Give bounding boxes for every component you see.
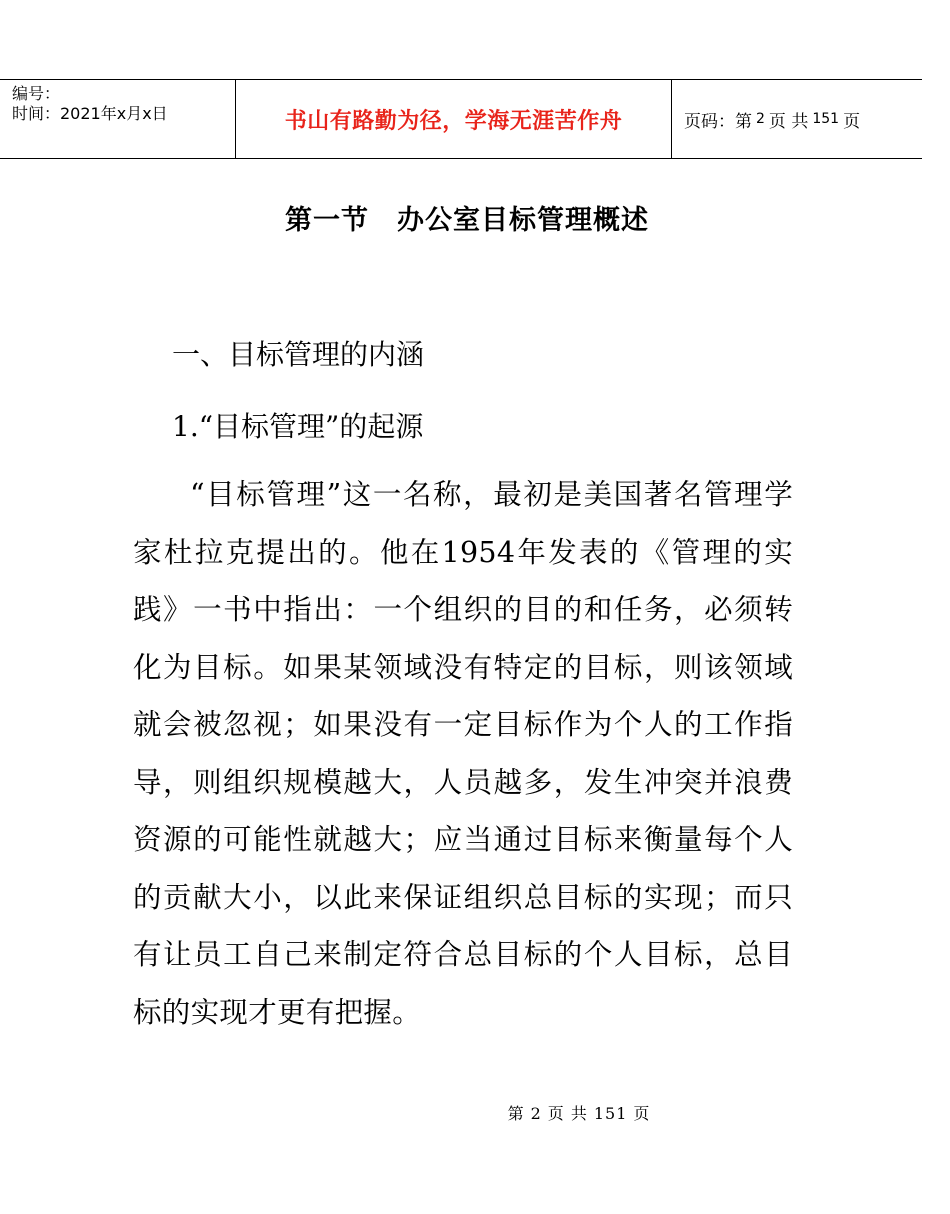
page-prefix: 页码：第 — [684, 111, 752, 132]
heading-level-2: 1.“目标管理”的起源 — [172, 410, 424, 443]
footer-total: 151 — [593, 1104, 628, 1123]
heading-level-1: 一、目标管理的内涵 — [172, 338, 425, 371]
footer-suffix: 页 — [633, 1104, 651, 1123]
page-current: 2 — [756, 111, 765, 127]
section-number: 第一节 — [285, 205, 369, 236]
footer-current: 2 — [530, 1104, 542, 1123]
header-page-cell — [672, 80, 922, 158]
footer-prefix: 第 — [507, 1104, 525, 1123]
section-name: 办公室目标管理概述 — [397, 205, 649, 236]
document-header-table — [0, 79, 922, 159]
page-suffix: 页 — [843, 111, 861, 132]
body-paragraph: “目标管理”这一名称，最初是美国著名管理学家杜拉克提出的。他在1954年发表的《管理的实践》一书中指出：一个组织的目的和任务，必须转化为目标。如果某领域没有特定的目标，则该领域就会被忽视；如果没有一定目标作为个人的工作指导，则组织规模越大，人员越多，发生冲突并浪费资源的可能性就越大；应当通过目标来衡量每个人的贡献大小，以此来保证组织总目标的实现；而只有让员工自己来制定符合总目标的个人目标，总目标的实现才更有把握。 — [133, 478, 793, 1029]
page-mid: 页 共 — [768, 111, 809, 132]
serial-number-label: 编号： — [12, 84, 61, 103]
motto-text: 书山有路勤为径，学海无涯苦作舟 — [284, 108, 623, 134]
section-title — [6, 198, 928, 237]
header-motto-cell — [236, 80, 672, 158]
footer-mid: 页 共 — [547, 1104, 588, 1123]
page-footer — [0, 1101, 950, 1124]
header-meta-cell — [0, 80, 236, 158]
page-total: 151 — [812, 111, 840, 127]
time-label: 时间：2021年x月x日 — [12, 104, 168, 123]
